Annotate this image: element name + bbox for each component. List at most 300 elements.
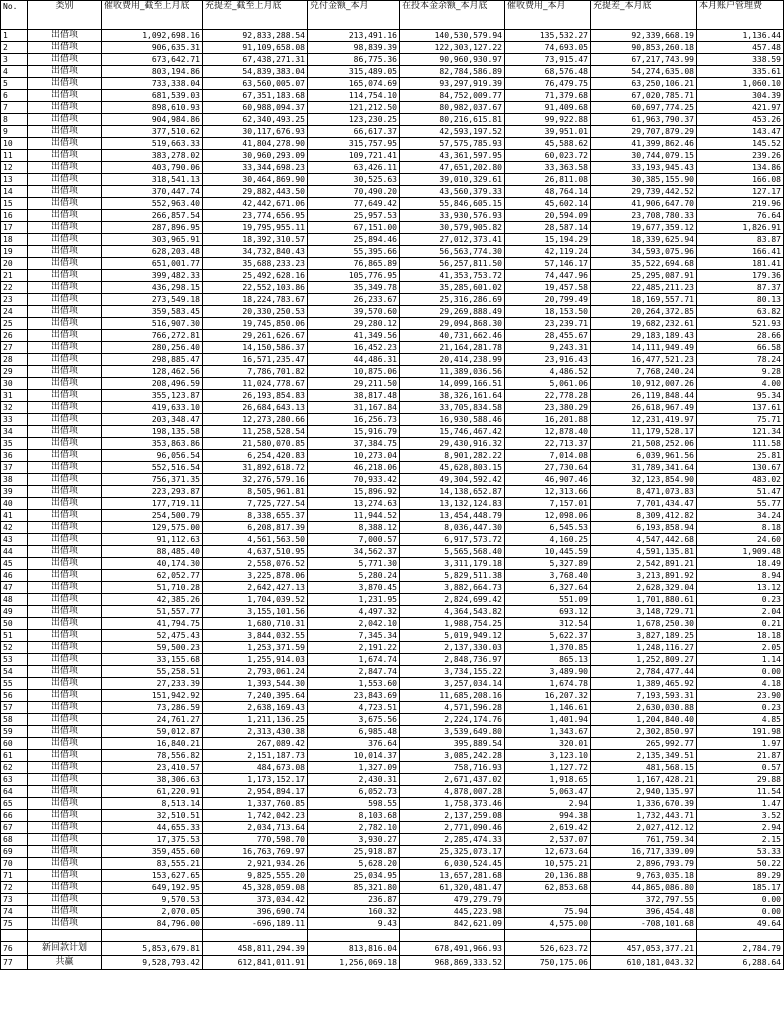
cell-payout-month: 30,525.63 [308, 174, 400, 186]
cell-no: 6 [1, 90, 28, 102]
cell-account-fee: 34.24 [697, 510, 784, 522]
cell-payout-month: 85,321.80 [308, 882, 400, 894]
cell-net-flow-month: 60,697,774.25 [591, 102, 697, 114]
cell-net-flow-month: 3,827,189.25 [591, 630, 697, 642]
cell-category: 出借项 [28, 282, 102, 294]
cell-net-flow-month: -708,101.68 [591, 918, 697, 930]
cell-payout-month: 15,916.79 [308, 426, 400, 438]
cell-payout-month: 44,486.31 [308, 354, 400, 366]
cell-net-flow-prev: 92,833,288.54 [203, 30, 308, 42]
cell-account-fee: 11.54 [697, 786, 784, 798]
cell-principal-balance: 479,279.79 [400, 894, 505, 906]
cell-no: 40 [1, 498, 28, 510]
cell-payout-month: 10,014.37 [308, 750, 400, 762]
cell-principal-balance: 80,982,037.67 [400, 102, 505, 114]
table-row [1, 30, 784, 42]
cell-net-flow-prev: 2,921,934.26 [203, 858, 308, 870]
cell-net-flow-month: 7,701,434.47 [591, 498, 697, 510]
cell-no: 75 [1, 918, 28, 930]
cell-account-fee: 130.67 [697, 462, 784, 474]
cell-payout-month: 813,816.04 [308, 942, 400, 956]
cell-category: 出借项 [28, 438, 102, 450]
cell-no: 76 [1, 942, 28, 956]
cell-principal-balance: 4,571,596.28 [400, 702, 505, 714]
cell-collection-fee-month: 20,799.49 [505, 294, 591, 306]
cell-account-fee: 50.22 [697, 858, 784, 870]
cell-payout-month: 2,847.74 [308, 666, 400, 678]
cell-payout-month: 105,776.95 [308, 270, 400, 282]
cell-net-flow-month: 2,027,412.12 [591, 822, 697, 834]
cell-account-fee: 89.29 [697, 870, 784, 882]
cell-net-flow-month: 20,264,372.85 [591, 306, 697, 318]
table-row [1, 78, 784, 90]
table-row [1, 222, 784, 234]
cell-collection-fee-month: 526,623.72 [505, 942, 591, 956]
cell-no: 65 [1, 798, 28, 810]
table-row [1, 558, 784, 570]
cell-collection-fee-prev: 55,258.51 [102, 666, 203, 678]
cell-net-flow-prev: 2,558,076.52 [203, 558, 308, 570]
cell-net-flow-month: 10,912,007.26 [591, 378, 697, 390]
cell-category: 出借项 [28, 210, 102, 222]
cell-payout-month: 8,103.68 [308, 810, 400, 822]
cell-net-flow-month: 35,522,694.68 [591, 258, 697, 270]
cell-category: 出借项 [28, 330, 102, 342]
cell-payout-month: 34,562.37 [308, 546, 400, 558]
table-row [1, 318, 784, 330]
cell-principal-balance: 2,671,437.02 [400, 774, 505, 786]
cell-collection-fee-prev: 383,278.02 [102, 150, 203, 162]
cell-net-flow-month: 26,119,848.44 [591, 390, 697, 402]
cell-collection-fee-month: 60,023.72 [505, 150, 591, 162]
summary-row [1, 956, 784, 970]
cell-payout-month: 37,384.75 [308, 438, 400, 450]
cell-account-fee: 137.61 [697, 402, 784, 414]
cell-collection-fee-month: 76,479.75 [505, 78, 591, 90]
cell-collection-fee-prev: 898,610.93 [102, 102, 203, 114]
cell-principal-balance: 33,930,576.93 [400, 210, 505, 222]
cell-category: 出借项 [28, 606, 102, 618]
cell-no: 69 [1, 846, 28, 858]
cell-category: 出借项 [28, 834, 102, 846]
cell-collection-fee-month: 6,545.53 [505, 522, 591, 534]
cell-no: 67 [1, 822, 28, 834]
table-row [1, 54, 784, 66]
cell-payout-month: 46,218.06 [308, 462, 400, 474]
cell-no: 54 [1, 666, 28, 678]
cell-collection-fee-prev: 436,298.15 [102, 282, 203, 294]
table-row [1, 126, 784, 138]
cell-category: 出借项 [28, 810, 102, 822]
cell-collection-fee-month: 26,811.08 [505, 174, 591, 186]
cell-no: 35 [1, 438, 28, 450]
cell-collection-fee-prev: 51,710.28 [102, 582, 203, 594]
cell-account-fee: 166.41 [697, 246, 784, 258]
cell-payout-month: 2,430.31 [308, 774, 400, 786]
table-row [1, 642, 784, 654]
cell-net-flow-month: 1,389,465.92 [591, 678, 697, 690]
cell-payout-month: 15,896.92 [308, 486, 400, 498]
spacer-cell [400, 930, 505, 942]
table-row [1, 450, 784, 462]
cell-net-flow-month: 33,193,945.43 [591, 162, 697, 174]
cell-principal-balance: 1,758,373.46 [400, 798, 505, 810]
cell-net-flow-prev: 8,505,961.81 [203, 486, 308, 498]
cell-principal-balance: 29,269,888.49 [400, 306, 505, 318]
cell-payout-month: 5,771.30 [308, 558, 400, 570]
cell-principal-balance: 29,094,868.30 [400, 318, 505, 330]
cell-net-flow-month: 761,759.34 [591, 834, 697, 846]
cell-principal-balance: 5,829,511.38 [400, 570, 505, 582]
table-row [1, 594, 784, 606]
cell-category: 出借项 [28, 870, 102, 882]
cell-payout-month: 598.55 [308, 798, 400, 810]
cell-payout-month: 25,918.87 [308, 846, 400, 858]
cell-collection-fee-month: 16,207.32 [505, 690, 591, 702]
cell-collection-fee-prev: 208,496.59 [102, 378, 203, 390]
table-row [1, 678, 784, 690]
col-header-account-fee: 本月账户管理费 [697, 1, 784, 30]
cell-principal-balance: 56,257,811.50 [400, 258, 505, 270]
cell-principal-balance: 968,869,333.52 [400, 956, 505, 970]
cell-collection-fee-month: 71,379.68 [505, 90, 591, 102]
cell-no: 9 [1, 126, 28, 138]
cell-no: 72 [1, 882, 28, 894]
cell-collection-fee-month: 4,486.52 [505, 366, 591, 378]
cell-no: 55 [1, 678, 28, 690]
cell-net-flow-month: 2,784,477.44 [591, 666, 697, 678]
cell-no: 44 [1, 546, 28, 558]
cell-principal-balance: 35,285,601.02 [400, 282, 505, 294]
cell-collection-fee-month: 28,455.67 [505, 330, 591, 342]
cell-net-flow-month: 26,618,967.49 [591, 402, 697, 414]
cell-category: 出借项 [28, 882, 102, 894]
cell-net-flow-month: 19,682,232.61 [591, 318, 697, 330]
cell-category: 出借项 [28, 690, 102, 702]
cell-payout-month: 67,151.00 [308, 222, 400, 234]
cell-category: 出借项 [28, 30, 102, 42]
cell-collection-fee-month: 33,363.58 [505, 162, 591, 174]
cell-account-fee: 1.97 [697, 738, 784, 750]
cell-net-flow-prev: 21,580,070.85 [203, 438, 308, 450]
cell-category: 出借项 [28, 66, 102, 78]
cell-collection-fee-month: 5,327.89 [505, 558, 591, 570]
cell-net-flow-month: 41,906,647.70 [591, 198, 697, 210]
cell-no: 50 [1, 618, 28, 630]
cell-principal-balance: 90,960,930.97 [400, 54, 505, 66]
cell-account-fee: 66.58 [697, 342, 784, 354]
cell-category: 出借项 [28, 462, 102, 474]
cell-account-fee: 55.77 [697, 498, 784, 510]
spacer-cell [308, 930, 400, 942]
col-header-net-flow-prev: 充提差_截至上月底 [203, 1, 308, 30]
cell-no: 25 [1, 318, 28, 330]
cell-no: 13 [1, 174, 28, 186]
cell-category: 出借项 [28, 402, 102, 414]
col-header-payout-month: 兑付金额_本月 [308, 1, 400, 30]
cell-payout-month: 55,395.66 [308, 246, 400, 258]
cell-account-fee: 9.28 [697, 366, 784, 378]
cell-account-fee: 23.90 [697, 690, 784, 702]
cell-account-fee: 49.64 [697, 918, 784, 930]
cell-principal-balance: 84,752,009.77 [400, 90, 505, 102]
cell-payout-month: 11,944.52 [308, 510, 400, 522]
cell-no: 7 [1, 102, 28, 114]
table-row [1, 894, 784, 906]
cell-collection-fee-prev: 1,092,698.16 [102, 30, 203, 42]
cell-account-fee: 0.00 [697, 894, 784, 906]
cell-collection-fee-month: 39,951.01 [505, 126, 591, 138]
cell-net-flow-prev: 29,882,443.50 [203, 186, 308, 198]
cell-net-flow-prev: 16,763,769.97 [203, 846, 308, 858]
cell-net-flow-prev: 7,786,701.82 [203, 366, 308, 378]
cell-principal-balance: 30,579,905.82 [400, 222, 505, 234]
cell-net-flow-prev: 2,954,894.17 [203, 786, 308, 798]
col-header-principal-balance: 在投本金余额_本月底 [400, 1, 505, 30]
cell-account-fee: 2.04 [697, 606, 784, 618]
table-row [1, 42, 784, 54]
table-row [1, 198, 784, 210]
cell-no: 45 [1, 558, 28, 570]
cell-no: 36 [1, 450, 28, 462]
cell-principal-balance: 3,311,179.18 [400, 558, 505, 570]
cell-category: 出借项 [28, 342, 102, 354]
cell-category: 出借项 [28, 270, 102, 282]
cell-payout-month: 1,231.95 [308, 594, 400, 606]
cell-account-fee: 24.60 [697, 534, 784, 546]
cell-principal-balance: 4,364,543.82 [400, 606, 505, 618]
cell-collection-fee-prev: 399,482.33 [102, 270, 203, 282]
cell-collection-fee-month: 9,243.31 [505, 342, 591, 354]
cell-principal-balance: 11,685,208.16 [400, 690, 505, 702]
cell-account-fee: 166.08 [697, 174, 784, 186]
cell-collection-fee-month: 20,594.09 [505, 210, 591, 222]
cell-net-flow-prev: 45,328,059.08 [203, 882, 308, 894]
cell-collection-fee-prev: 906,635.31 [102, 42, 203, 54]
cell-net-flow-prev: 1,211,136.25 [203, 714, 308, 726]
cell-account-fee: 0.57 [697, 762, 784, 774]
cell-collection-fee-prev: 756,371.35 [102, 474, 203, 486]
cell-category: 出借项 [28, 534, 102, 546]
cell-payout-month: 10,273.04 [308, 450, 400, 462]
cell-no: 38 [1, 474, 28, 486]
cell-net-flow-prev: 396,690.74 [203, 906, 308, 918]
cell-principal-balance: 49,304,592.42 [400, 474, 505, 486]
cell-collection-fee-prev: 303,965.91 [102, 234, 203, 246]
cell-principal-balance: 11,389,036.56 [400, 366, 505, 378]
cell-no: 31 [1, 390, 28, 402]
cell-category: 出借项 [28, 234, 102, 246]
cell-account-fee: 83.87 [697, 234, 784, 246]
cell-net-flow-prev: 458,811,294.39 [203, 942, 308, 956]
cell-account-fee: 95.34 [697, 390, 784, 402]
cell-no: 74 [1, 906, 28, 918]
spacer-cell [1, 930, 28, 942]
cell-collection-fee-month: 12,098.06 [505, 510, 591, 522]
cell-net-flow-month: 4,547,442.68 [591, 534, 697, 546]
cell-account-fee: 2,784.79 [697, 942, 784, 956]
cell-net-flow-month: 4,591,135.81 [591, 546, 697, 558]
cell-account-fee: 1,826.91 [697, 222, 784, 234]
cell-collection-fee-month: 693.12 [505, 606, 591, 618]
cell-collection-fee-prev: 203,348.47 [102, 414, 203, 426]
cell-payout-month: 41,349.56 [308, 330, 400, 342]
cell-principal-balance: 140,530,579.94 [400, 30, 505, 42]
cell-net-flow-month: 6,039,961.56 [591, 450, 697, 462]
cell-net-flow-month: 6,193,858.94 [591, 522, 697, 534]
cell-collection-fee-prev: 419,633.10 [102, 402, 203, 414]
cell-net-flow-prev: 18,392,310.57 [203, 234, 308, 246]
cell-collection-fee-month: 62,853.68 [505, 882, 591, 894]
cell-net-flow-month: 29,183,189.43 [591, 330, 697, 342]
cell-payout-month: 70,933.42 [308, 474, 400, 486]
cell-principal-balance: 4,878,007.28 [400, 786, 505, 798]
cell-account-fee: 2.05 [697, 642, 784, 654]
cell-category: 出借项 [28, 630, 102, 642]
cell-account-fee: 134.86 [697, 162, 784, 174]
cell-payout-month: 121,212.50 [308, 102, 400, 114]
cell-net-flow-month: 63,250,106.21 [591, 78, 697, 90]
cell-account-fee: 185.17 [697, 882, 784, 894]
cell-net-flow-prev: 7,240,395.64 [203, 690, 308, 702]
cell-net-flow-prev: 2,313,430.38 [203, 726, 308, 738]
table-row [1, 846, 784, 858]
cell-net-flow-month: 481,568.15 [591, 762, 697, 774]
cell-category: 出借项 [28, 54, 102, 66]
table-row [1, 870, 784, 882]
cell-no: 62 [1, 762, 28, 774]
cell-account-fee: 18.18 [697, 630, 784, 642]
cell-collection-fee-month: 12,673.64 [505, 846, 591, 858]
cell-category: 出借项 [28, 126, 102, 138]
cell-collection-fee-month: 45,588.62 [505, 138, 591, 150]
table-row [1, 714, 784, 726]
cell-net-flow-prev: 3,155,101.56 [203, 606, 308, 618]
table-row [1, 366, 784, 378]
cell-account-fee: 2.15 [697, 834, 784, 846]
cell-principal-balance: 758,716.93 [400, 762, 505, 774]
table-summary [1, 942, 784, 970]
cell-collection-fee-prev: 298,885.47 [102, 354, 203, 366]
cell-collection-fee-prev: 8,513.14 [102, 798, 203, 810]
cell-category: 出借项 [28, 354, 102, 366]
cell-principal-balance: 82,784,586.89 [400, 66, 505, 78]
cell-no: 3 [1, 54, 28, 66]
cell-net-flow-month: 3,148,729.71 [591, 606, 697, 618]
table-row [1, 486, 784, 498]
spacer-cell [697, 930, 784, 942]
table-row [1, 66, 784, 78]
cell-collection-fee-prev: 17,375.53 [102, 834, 203, 846]
table-row [1, 186, 784, 198]
cell-net-flow-prev: 2,642,427.13 [203, 582, 308, 594]
cell-collection-fee-prev: 552,963.40 [102, 198, 203, 210]
cell-payout-month: 25,034.95 [308, 870, 400, 882]
cell-net-flow-month: 34,593,075.96 [591, 246, 697, 258]
cell-account-fee: 28.66 [697, 330, 784, 342]
cell-net-flow-prev: 14,150,586.37 [203, 342, 308, 354]
cell-net-flow-prev: 2,151,187.73 [203, 750, 308, 762]
cell-net-flow-month: 1,252,809.27 [591, 654, 697, 666]
cell-no: 27 [1, 342, 28, 354]
cell-no: 53 [1, 654, 28, 666]
cell-net-flow-prev: 4,637,510.95 [203, 546, 308, 558]
cell-payout-month: 31,167.84 [308, 402, 400, 414]
cell-category: 出借项 [28, 174, 102, 186]
cell-net-flow-prev: 18,224,783.67 [203, 294, 308, 306]
cell-payout-month: 123,230.25 [308, 114, 400, 126]
cell-net-flow-prev: 63,560,005.07 [203, 78, 308, 90]
cell-net-flow-prev: 484,673.08 [203, 762, 308, 774]
cell-net-flow-month: 7,193,593.31 [591, 690, 697, 702]
cell-net-flow-prev: 1,680,710.31 [203, 618, 308, 630]
col-header-collection-fee-prev: 催收费用_截至上月底 [102, 1, 203, 30]
col-header-collection-fee-month: 催收费用_本月 [505, 1, 591, 30]
cell-net-flow-month: 2,630,030.88 [591, 702, 697, 714]
cell-net-flow-prev: 8,338,655.37 [203, 510, 308, 522]
cell-net-flow-prev: 26,193,854.83 [203, 390, 308, 402]
cell-net-flow-month: 92,339,668.19 [591, 30, 697, 42]
cell-account-fee: 453.26 [697, 114, 784, 126]
cell-principal-balance: 3,085,242.28 [400, 750, 505, 762]
cell-collection-fee-month: 2,619.42 [505, 822, 591, 834]
cell-net-flow-prev: 23,774,656.95 [203, 210, 308, 222]
cell-category: 出借项 [28, 186, 102, 198]
cell-no: 28 [1, 354, 28, 366]
cell-category: 出借项 [28, 138, 102, 150]
cell-account-fee: 4.85 [697, 714, 784, 726]
cell-net-flow-month: 30,744,079.15 [591, 150, 697, 162]
table-row [1, 762, 784, 774]
cell-payout-month: 165,074.69 [308, 78, 400, 90]
cell-payout-month: 315,489.05 [308, 66, 400, 78]
cell-account-fee: 239.26 [697, 150, 784, 162]
cell-collection-fee-month: 68,576.48 [505, 66, 591, 78]
cell-collection-fee-prev: 78,556.82 [102, 750, 203, 762]
cell-net-flow-month: 2,896,793.79 [591, 858, 697, 870]
cell-account-fee: 143.47 [697, 126, 784, 138]
cell-account-fee: 21.87 [697, 750, 784, 762]
cell-category: 出借项 [28, 750, 102, 762]
cell-category: 出借项 [28, 366, 102, 378]
cell-collection-fee-prev: 359,455.60 [102, 846, 203, 858]
cell-collection-fee-prev: 62,052.77 [102, 570, 203, 582]
cell-principal-balance: 13,657,281.68 [400, 870, 505, 882]
cell-payout-month: 3,870.45 [308, 582, 400, 594]
cell-collection-fee-month: 23,380.29 [505, 402, 591, 414]
cell-principal-balance: 14,099,166.51 [400, 378, 505, 390]
cell-category: 新回款计划 [28, 942, 102, 956]
cell-account-fee: 6,288.64 [697, 956, 784, 970]
cell-collection-fee-month: 3,123.10 [505, 750, 591, 762]
spacer-cell [591, 930, 697, 942]
table-row [1, 654, 784, 666]
cell-collection-fee-month: 16,201.88 [505, 414, 591, 426]
cell-net-flow-prev: 1,704,039.52 [203, 594, 308, 606]
cell-account-fee: 1,909.48 [697, 546, 784, 558]
cell-principal-balance: 3,539,649.80 [400, 726, 505, 738]
cell-net-flow-prev: 62,340,493.25 [203, 114, 308, 126]
cell-net-flow-month: 2,628,329.04 [591, 582, 697, 594]
cell-payout-month: 6,985.48 [308, 726, 400, 738]
cell-principal-balance: 1,988,754.25 [400, 618, 505, 630]
cell-net-flow-prev: 11,258,528.54 [203, 426, 308, 438]
cell-principal-balance: 5,019,949.12 [400, 630, 505, 642]
cell-collection-fee-month: 865.13 [505, 654, 591, 666]
cell-collection-fee-month [505, 894, 591, 906]
cell-category: 出借项 [28, 414, 102, 426]
table-row [1, 330, 784, 342]
